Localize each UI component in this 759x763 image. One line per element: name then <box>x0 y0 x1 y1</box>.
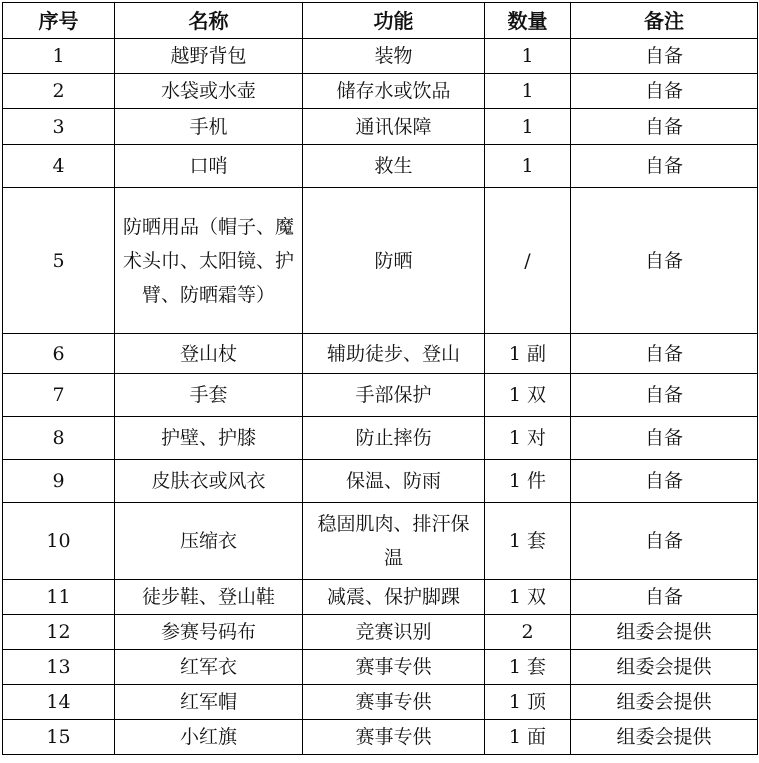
header-row <box>3 3 758 39</box>
cell-note: 自备 <box>571 109 758 145</box>
table-row <box>3 417 758 460</box>
cell-quantity: 1 <box>485 74 571 109</box>
cell-name: 参赛号码布 <box>115 615 303 650</box>
cell-function: 装物 <box>303 39 485 74</box>
cell-quantity: 1 对 <box>485 417 571 460</box>
cell-function: 通讯保障 <box>303 109 485 145</box>
cell-function: 赛事专供 <box>303 685 485 720</box>
cell-note: 自备 <box>571 334 758 374</box>
table-row <box>3 109 758 145</box>
cell-function: 赛事专供 <box>303 650 485 685</box>
cell-note: 组委会提供 <box>571 685 758 720</box>
cell-quantity: / <box>485 188 571 334</box>
cell-note: 组委会提供 <box>571 720 758 755</box>
header-quantity: 数量 <box>485 3 571 39</box>
header-function: 功能 <box>303 3 485 39</box>
table-row <box>3 188 758 334</box>
table-row <box>3 334 758 374</box>
cell-function: 辅助徒步、登山 <box>303 334 485 374</box>
table-row <box>3 374 758 417</box>
cell-no: 14 <box>3 685 115 720</box>
table-row <box>3 685 758 720</box>
table-row <box>3 650 758 685</box>
cell-quantity: 1 双 <box>485 374 571 417</box>
cell-note: 自备 <box>571 74 758 109</box>
cell-name: 登山杖 <box>115 334 303 374</box>
cell-name: 水袋或水壶 <box>115 74 303 109</box>
cell-quantity: 1 套 <box>485 503 571 580</box>
cell-no: 9 <box>3 460 115 503</box>
cell-function: 防晒 <box>303 188 485 334</box>
cell-note: 自备 <box>571 503 758 580</box>
table-row <box>3 145 758 188</box>
cell-quantity: 1 套 <box>485 650 571 685</box>
cell-name: 小红旗 <box>115 720 303 755</box>
cell-name: 压缩衣 <box>115 503 303 580</box>
cell-no: 8 <box>3 417 115 460</box>
cell-note: 自备 <box>571 460 758 503</box>
cell-name: 手机 <box>115 109 303 145</box>
cell-name: 越野背包 <box>115 39 303 74</box>
cell-no: 12 <box>3 615 115 650</box>
table-row <box>3 580 758 615</box>
cell-note: 组委会提供 <box>571 615 758 650</box>
cell-no: 1 <box>3 39 115 74</box>
equipment-table <box>2 2 758 755</box>
cell-no: 13 <box>3 650 115 685</box>
cell-name: 红军帽 <box>115 685 303 720</box>
cell-name: 徒步鞋、登山鞋 <box>115 580 303 615</box>
table-row <box>3 460 758 503</box>
cell-function: 保温、防雨 <box>303 460 485 503</box>
cell-quantity: 2 <box>485 615 571 650</box>
cell-function: 救生 <box>303 145 485 188</box>
cell-name: 口哨 <box>115 145 303 188</box>
header-note: 备注 <box>571 3 758 39</box>
cell-name: 皮肤衣或风衣 <box>115 460 303 503</box>
cell-no: 5 <box>3 188 115 334</box>
table-row <box>3 39 758 74</box>
cell-no: 15 <box>3 720 115 755</box>
cell-quantity: 1 双 <box>485 580 571 615</box>
table-row <box>3 503 758 580</box>
cell-quantity: 1 <box>485 109 571 145</box>
cell-name: 手套 <box>115 374 303 417</box>
cell-quantity: 1 <box>485 39 571 74</box>
table-row <box>3 720 758 755</box>
cell-no: 6 <box>3 334 115 374</box>
cell-function: 储存水或饮品 <box>303 74 485 109</box>
cell-function: 防止摔伤 <box>303 417 485 460</box>
table-row <box>3 74 758 109</box>
cell-name: 护壁、护膝 <box>115 417 303 460</box>
cell-note: 组委会提供 <box>571 650 758 685</box>
cell-no: 7 <box>3 374 115 417</box>
cell-quantity: 1 面 <box>485 720 571 755</box>
cell-no: 3 <box>3 109 115 145</box>
cell-note: 自备 <box>571 374 758 417</box>
cell-function: 赛事专供 <box>303 720 485 755</box>
cell-name: 红军衣 <box>115 650 303 685</box>
cell-note: 自备 <box>571 417 758 460</box>
cell-quantity: 1 顶 <box>485 685 571 720</box>
cell-no: 11 <box>3 580 115 615</box>
cell-function: 减震、保护脚踝 <box>303 580 485 615</box>
cell-note: 自备 <box>571 39 758 74</box>
cell-name: 防晒用品（帽子、魔术头巾、太阳镜、护臂、防晒霜等） <box>115 188 303 334</box>
cell-no: 2 <box>3 74 115 109</box>
header-no: 序号 <box>3 3 115 39</box>
cell-note: 自备 <box>571 145 758 188</box>
cell-function: 手部保护 <box>303 374 485 417</box>
table-row <box>3 615 758 650</box>
cell-no: 4 <box>3 145 115 188</box>
cell-no: 10 <box>3 503 115 580</box>
cell-note: 自备 <box>571 580 758 615</box>
cell-note: 自备 <box>571 188 758 334</box>
header-name: 名称 <box>115 3 303 39</box>
cell-function: 稳固肌肉、排汗保温 <box>303 503 485 580</box>
cell-quantity: 1 件 <box>485 460 571 503</box>
cell-quantity: 1 <box>485 145 571 188</box>
cell-quantity: 1 副 <box>485 334 571 374</box>
cell-function: 竞赛识别 <box>303 615 485 650</box>
